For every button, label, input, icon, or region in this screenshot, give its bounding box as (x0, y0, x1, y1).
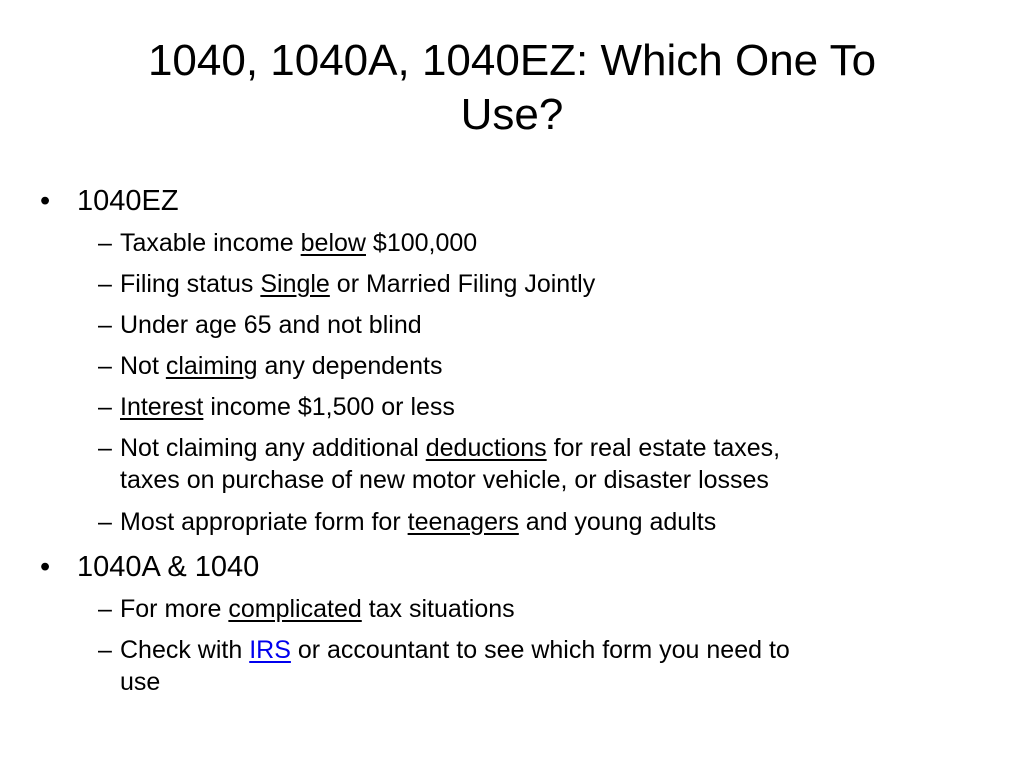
slide-title-line-1: 1040, 1040A, 1040EZ: Which One To (147, 36, 877, 85)
dash: – (98, 229, 112, 257)
dash: – (98, 393, 112, 421)
bullet-label: 1040A & 1040 (77, 551, 260, 583)
bullet-label: 1040EZ (77, 185, 179, 217)
slide-body: • 1040EZ – Taxable income below $100,000 – Filing status Single or Married Filing Jointly – Under age 65 and not blind – Not claiming any dependents – Interest income $1,500 or less – Not claiming any additional deductions for real estate taxes, taxes on purchase of new motor vehicle, or disaster losses – Most appropriate form for teenagers and young adults • 1040A & 1040 – For more complicated tax situations – Check with IRS or accountant to see which form you need to use (40, 185, 790, 696)
irs-link[interactable]: IRS (249, 636, 291, 664)
underlined-word: teenagers (407, 508, 519, 536)
dash: – (98, 352, 112, 380)
dash: – (98, 270, 112, 298)
dash: – (98, 508, 112, 536)
dash: – (98, 595, 112, 623)
dash: – (98, 311, 112, 339)
dash: – (98, 636, 112, 664)
underlined-word: complicated (228, 595, 362, 623)
underlined-word: below (300, 229, 366, 257)
underlined-word: claiming (165, 352, 258, 380)
bullet-dot: • (40, 551, 51, 583)
dash: – (98, 434, 112, 462)
slide-title-line-2: Use? (460, 90, 564, 139)
underlined-word: Interest (120, 393, 204, 421)
underlined-word: Single (260, 270, 330, 298)
bullet-dot: • (40, 185, 51, 217)
underlined-word: deductions (425, 434, 547, 462)
